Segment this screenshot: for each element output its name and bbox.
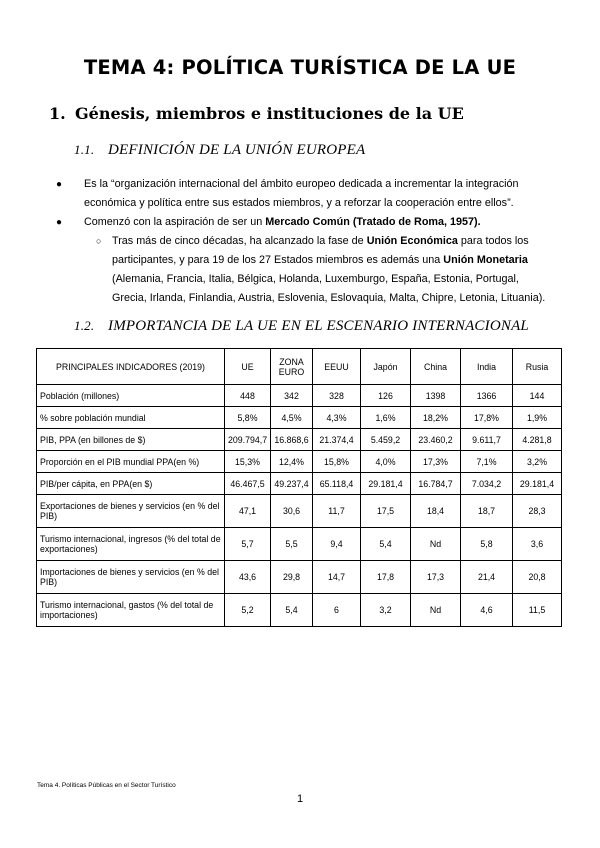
- subsection-heading-2: [74, 318, 529, 335]
- header-cell: PRINCIPALES INDICADORES (2019): [37, 349, 225, 385]
- bold-text: Unión Monetaria: [443, 254, 528, 266]
- table-cell: 3,2%: [513, 451, 562, 473]
- page-number: 1: [296, 793, 304, 805]
- row-label: Turismo internacional, ingresos (% del total de exportaciones): [37, 528, 225, 561]
- table-cell: 5,7: [225, 528, 271, 561]
- table-cell: 21,4: [461, 561, 513, 594]
- table-cell: 5.459,2: [361, 429, 411, 451]
- table-cell: 328: [313, 385, 361, 407]
- table-cell: 29,8: [271, 561, 313, 594]
- table-cell: 11,7: [313, 495, 361, 528]
- table-cell: 126: [361, 385, 411, 407]
- table-cell: 23.460,2: [411, 429, 461, 451]
- table-cell: 3,6: [513, 528, 562, 561]
- header-cell: UE: [225, 349, 271, 385]
- table-cell: 9,4: [313, 528, 361, 561]
- table-cell: 17,8: [361, 561, 411, 594]
- table-cell: 14,7: [313, 561, 361, 594]
- table-cell: 4,3%: [313, 407, 361, 429]
- table-cell: 65.118,4: [313, 473, 361, 495]
- table-cell: 21.374,4: [313, 429, 361, 451]
- text-span: .: [477, 216, 481, 228]
- table-cell: 5,4: [271, 594, 313, 627]
- table-cell: 49.237,4: [271, 473, 313, 495]
- header-cell: ZONA EURO: [271, 349, 313, 385]
- table-cell: 46.467,5: [225, 473, 271, 495]
- table-cell: 43,6: [225, 561, 271, 594]
- table-cell: 47,1: [225, 495, 271, 528]
- header-cell: Japón: [361, 349, 411, 385]
- page-title: TEMA 4: POLÍTICA TURÍSTICA DE LA UE: [83, 56, 517, 79]
- row-label: PIB, PPA (en billones de $): [37, 429, 225, 451]
- table-cell: 448: [225, 385, 271, 407]
- row-label: Exportaciones de bienes y servicios (en % del PIB): [37, 495, 225, 528]
- table-cell: 18,2%: [411, 407, 461, 429]
- text-line: [112, 232, 562, 251]
- table-cell: 30,6: [271, 495, 313, 528]
- table-row: [37, 451, 562, 473]
- subsection-title: DEFINICIÓN DE LA UNIÓN EUROPEA: [108, 142, 366, 158]
- table-cell: 28,3: [513, 495, 562, 528]
- header-cell: EEUU: [313, 349, 361, 385]
- section-number: 1.: [49, 104, 66, 123]
- text-line: [84, 213, 554, 232]
- table-cell: 1398: [411, 385, 461, 407]
- table-cell: 1,6%: [361, 407, 411, 429]
- subsection-number: 1.2.: [74, 318, 95, 333]
- table-cell: 17,3: [411, 561, 461, 594]
- bold-text: Unión Económica: [366, 235, 458, 247]
- table-cell: 29.181,4: [361, 473, 411, 495]
- table-row: [37, 528, 562, 561]
- table-cell: 15,3%: [225, 451, 271, 473]
- table-cell: 18,7: [461, 495, 513, 528]
- bold-text: Mercado Común (Tratado de Roma, 1957): [265, 216, 478, 228]
- table-cell: 5,4: [361, 528, 411, 561]
- row-label: PIB/per cápita, en PPA(en $): [37, 473, 225, 495]
- subsection-heading-1: [74, 142, 365, 159]
- bullet-item-1: [56, 175, 554, 213]
- text-span: Tras más de cinco décadas, ha alcanzado la fase de: [112, 235, 367, 247]
- table-cell: 5,8%: [225, 407, 271, 429]
- table-cell: 29.181,4: [513, 473, 562, 495]
- table-cell: 11,5: [513, 594, 562, 627]
- header-cell: India: [461, 349, 513, 385]
- table-cell: 5,8: [461, 528, 513, 561]
- subsection-title: IMPORTANCIA DE LA UE EN EL ESCENARIO INTERNACIONAL: [108, 318, 529, 334]
- table-cell: 3,2: [361, 594, 411, 627]
- table-header-row: [37, 349, 562, 385]
- table-cell: 5,5: [271, 528, 313, 561]
- table-row: [37, 407, 562, 429]
- row-label: Turismo internacional, gastos (% del total de importaciones): [37, 594, 225, 627]
- table-cell: Nd: [411, 528, 461, 561]
- text-line: [112, 251, 562, 270]
- row-label: Importaciones de bienes y servicios (en % del PIB): [37, 561, 225, 594]
- header-cell: Rusia: [513, 349, 562, 385]
- row-label: Proporción en el PIB mundial PPA(en %): [37, 451, 225, 473]
- table-cell: 12,4%: [271, 451, 313, 473]
- page-footer: Tema 4. Políticas Públicas en el Sector Turístico: [37, 782, 176, 789]
- subsection-number: 1.1.: [74, 142, 95, 157]
- table-cell: 17,8%: [461, 407, 513, 429]
- bullet-dot-icon: ●: [56, 179, 63, 190]
- table-cell: 20,8: [513, 561, 562, 594]
- table-cell: 7.034,2: [461, 473, 513, 495]
- table-cell: 5,2: [225, 594, 271, 627]
- section-title: Génesis, miembros e instituciones de la UE: [75, 104, 464, 123]
- table-cell: 4,0%: [361, 451, 411, 473]
- indicators-table: [36, 348, 562, 627]
- table-cell: 17,5: [361, 495, 411, 528]
- table-cell: 209.794,7: [225, 429, 271, 451]
- table-row: [37, 429, 562, 451]
- table-cell: 16.784,7: [411, 473, 461, 495]
- text-line: Grecia, Irlanda, Finlandia, Austria, Eslovenia, Eslovaquia, Malta, Chipre, Letonia, Lituania).: [112, 292, 546, 304]
- table-cell: 1,9%: [513, 407, 562, 429]
- section-heading: [49, 104, 464, 123]
- table-cell: 144: [513, 385, 562, 407]
- header-cell: China: [411, 349, 461, 385]
- table-cell: 4,6: [461, 594, 513, 627]
- table-row: [37, 495, 562, 528]
- table-cell: 15,8%: [313, 451, 361, 473]
- text-line: (Alemania, Francia, Italia, Bélgica, Holanda, Luxemburgo, España, Estonia, Portugal,: [112, 273, 519, 285]
- text-line: económica y política entre sus estados miembros, y a reforzar la cooperación entre ellos”.: [84, 197, 514, 209]
- table-row: [37, 561, 562, 594]
- table-cell: 18,4: [411, 495, 461, 528]
- table-cell: 7,1%: [461, 451, 513, 473]
- table-row: [37, 385, 562, 407]
- table-cell: 16.868,6: [271, 429, 313, 451]
- table-cell: 17,3%: [411, 451, 461, 473]
- bullet-item-2: [56, 213, 554, 232]
- sub-bullet-item: [96, 232, 562, 308]
- table-cell: 342: [271, 385, 313, 407]
- bullet-dot-icon: ●: [56, 217, 63, 228]
- text-line: Es la “organización internacional del ámbito europeo dedicada a incrementar la integración: [84, 178, 519, 190]
- table-row: [37, 473, 562, 495]
- row-label: Población (millones): [37, 385, 225, 407]
- text-span: Comenzó con la aspiración de ser un: [84, 216, 266, 228]
- table-row: [37, 594, 562, 627]
- text-span: participantes, y para 19 de los 27 Estados miembros es además una: [112, 254, 444, 266]
- circle-bullet-icon: ○: [96, 236, 102, 246]
- row-label: % sobre población mundial: [37, 407, 225, 429]
- table-cell: 4,5%: [271, 407, 313, 429]
- table-cell: 4.281,8: [513, 429, 562, 451]
- table-cell: Nd: [411, 594, 461, 627]
- text-span: para todos los: [457, 235, 529, 247]
- table-cell: 9.611,7: [461, 429, 513, 451]
- table-cell: 1366: [461, 385, 513, 407]
- table-cell: 6: [313, 594, 361, 627]
